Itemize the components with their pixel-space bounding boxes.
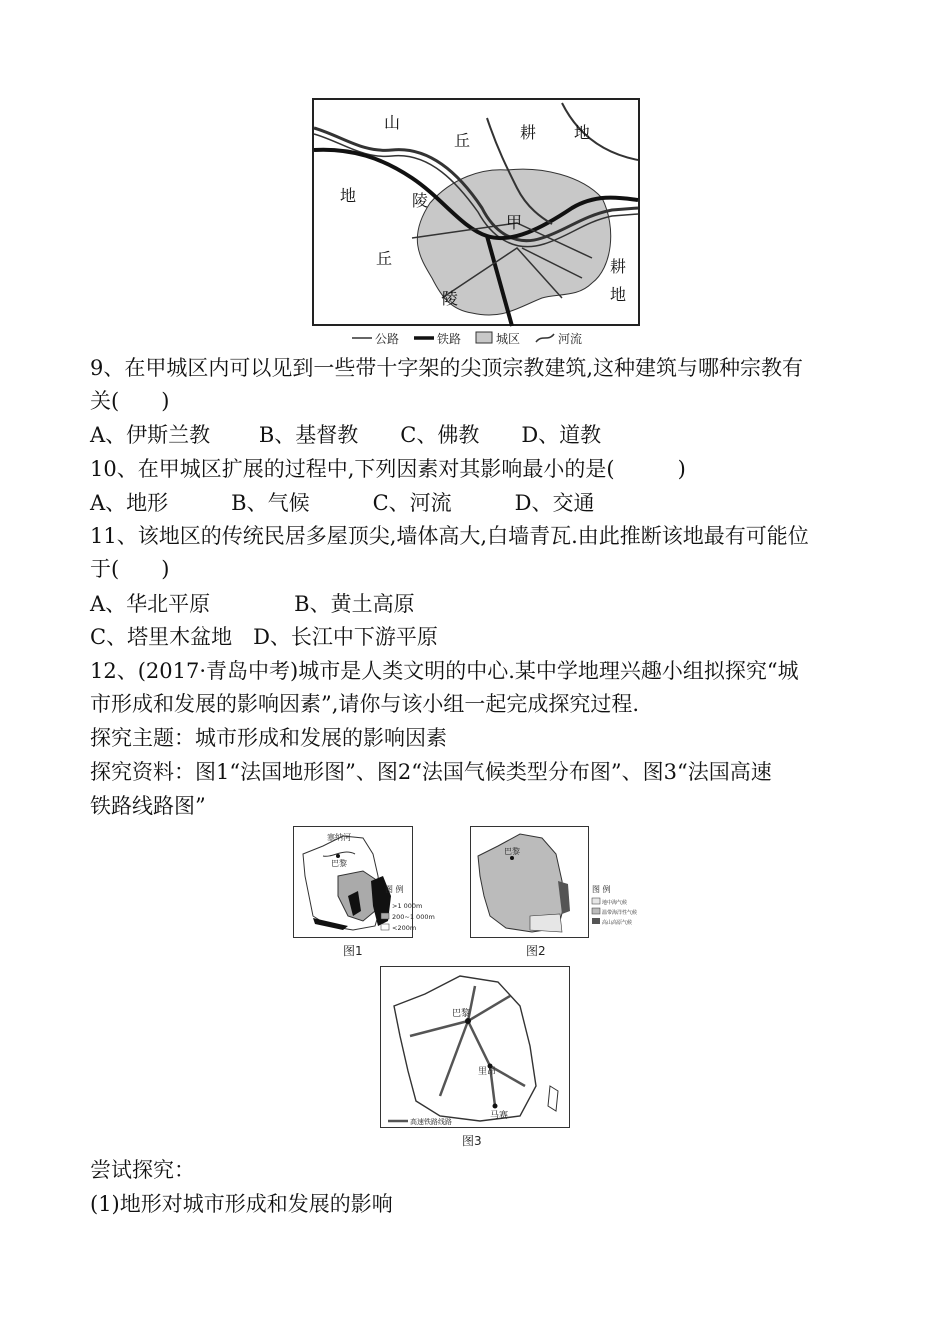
- city-map-figure: [312, 98, 640, 348]
- svg-text:巴黎: 巴黎: [452, 1009, 471, 1019]
- q9-options: A、伊斯兰教 B、基督教 C、佛教 D、道教: [90, 423, 602, 447]
- q10-text: 10、在甲城区扩展的过程中,下列因素对其影响最小的是( ): [90, 457, 686, 481]
- label-di-2: 地: [340, 186, 357, 205]
- figure1-caption: 图1: [343, 944, 363, 958]
- q10-options: A、地形 B、气候 C、河流 D、交通: [90, 491, 595, 515]
- q12-text-line-1: 12、(2017·青岛中考)城市是人类文明的中心.某中学地理兴趣小组拟探究“城: [90, 659, 799, 683]
- svg-text:地中海气候: 地中海气候: [602, 900, 628, 906]
- q11-options-1: A、华北平原 B、黄土高原: [90, 592, 415, 616]
- label-ling-1: 陵: [412, 191, 429, 210]
- label-jia: 甲: [506, 213, 523, 232]
- svg-text:河流: 河流: [558, 332, 583, 346]
- sub-question-1: (1)地形对城市形成和发展的影响: [90, 1192, 393, 1216]
- svg-text:<200m: <200m: [392, 924, 417, 932]
- q9-text-line-1: 9、在甲城区内可以见到一些带十字架的尖顶宗教建筑,这种建筑与哪种宗教有: [90, 356, 804, 380]
- q12-text-line-2: 市形成和发展的影响因素”,请你与该小组一起完成探究过程.: [90, 692, 640, 716]
- figure2-legend: [592, 884, 637, 926]
- map-legend: [352, 331, 582, 346]
- svg-text:巴黎: 巴黎: [331, 859, 347, 868]
- svg-text:铁路: 铁路: [437, 332, 462, 346]
- svg-text:200~1 000m: 200~1 000m: [392, 913, 435, 921]
- label-di-3: 地: [610, 285, 627, 304]
- label-geng-1: 耕: [520, 123, 537, 142]
- inquiry-topic: 探究主题：城市形成和发展的影响因素: [90, 726, 447, 750]
- svg-text:巴黎: 巴黎: [504, 847, 520, 856]
- france-terrain-map: [293, 826, 435, 938]
- label-di-1: 地: [574, 123, 591, 142]
- france-railway-map: [380, 966, 570, 1128]
- svg-text:图 例: 图 例: [592, 885, 611, 894]
- label-qiu-1: 丘: [454, 131, 471, 150]
- try-inquiry-heading: 尝试探究：: [90, 1158, 195, 1182]
- inquiry-material-line-1: 探究资料：图1“法国地形图”、图2“法国气候类型分布图”、图3“法国高速: [90, 760, 772, 784]
- figure3-caption: 图3: [462, 1134, 482, 1148]
- q11-text-line-2: 于( ): [90, 557, 170, 581]
- label-qiu-2: 丘: [376, 249, 393, 268]
- france-climate-map: [470, 826, 638, 938]
- svg-text:塞纳河: 塞纳河: [327, 833, 351, 842]
- svg-text:图 例: 图 例: [385, 885, 404, 894]
- label-shan: 山: [384, 113, 401, 132]
- figure2-caption: 图2: [526, 944, 546, 958]
- svg-text:城区: 城区: [496, 332, 521, 346]
- label-ling-2: 陵: [442, 289, 459, 308]
- q11-options-2: C、塔里木盆地 D、长江中下游平原: [90, 625, 438, 649]
- svg-text:马赛: 马赛: [490, 1111, 509, 1121]
- q11-text-line-1: 11、该地区的传统民居多屋顶尖,墙体高大,白墙青瓦.由此推断该地最有可能位: [90, 524, 809, 548]
- svg-text:公路: 公路: [375, 332, 400, 346]
- svg-text:>1 000m: >1 000m: [392, 902, 423, 910]
- svg-text:里昂: 里昂: [478, 1067, 497, 1077]
- svg-text:温带海洋性气候: 温带海洋性气候: [602, 910, 638, 916]
- inquiry-material-line-2: 铁路线路图”: [90, 794, 206, 818]
- label-geng-2: 耕: [610, 257, 627, 276]
- q9-text-line-2: 关( ): [90, 389, 170, 413]
- svg-text:高山高原气候: 高山高原气候: [602, 920, 633, 926]
- svg-text:高速铁路线路: 高速铁路线路: [410, 1118, 452, 1126]
